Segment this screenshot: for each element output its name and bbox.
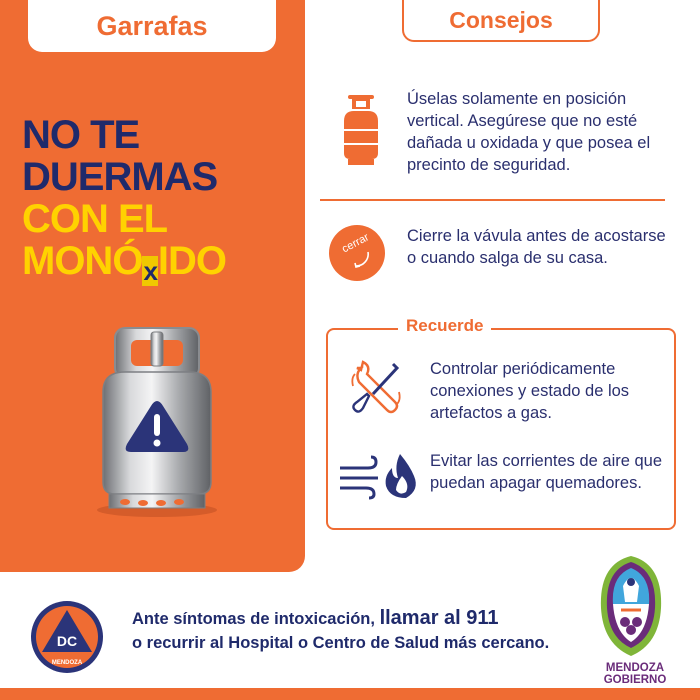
wrench-screwdriver-icon bbox=[349, 358, 403, 418]
gas-cylinder-icon bbox=[340, 95, 382, 165]
valve-knob-label: cerrar bbox=[340, 231, 372, 256]
headline-line-2: DUERMAS bbox=[22, 155, 218, 199]
wind-flame-icon bbox=[338, 452, 420, 500]
tab-consejos bbox=[402, 0, 600, 42]
recuerde-title: Recuerde bbox=[398, 316, 491, 336]
headline-line-1: NO TE bbox=[22, 113, 140, 157]
tab-consejos-label: Consejos bbox=[449, 6, 553, 33]
footer-call-911: llamar al 911 bbox=[379, 607, 499, 629]
dc-caption: MENDOZA bbox=[51, 660, 83, 666]
tab-garrafas bbox=[28, 0, 276, 52]
valve-knob-icon bbox=[326, 222, 388, 284]
footer-line-2: o recurrir al Hospital o Centro de Salud más cercano. bbox=[132, 634, 550, 652]
headline bbox=[22, 114, 226, 286]
headline-line-4 bbox=[22, 240, 226, 286]
mendoza-gobierno-text bbox=[590, 662, 680, 686]
tab-garrafas-label: Garrafas bbox=[96, 10, 208, 41]
section-divider bbox=[320, 199, 665, 201]
footer-message bbox=[132, 606, 549, 655]
gov-logo-line-1: MENDOZA bbox=[605, 662, 665, 674]
footer-line-1 bbox=[132, 606, 549, 631]
gas-cylinder-warning-icon bbox=[95, 322, 220, 517]
headline-x-mark: x bbox=[143, 256, 157, 286]
tip-vertical-position: Úselas solamente en posición vertical. Asegúrese que no esté dañada u oxidada y que posea el precinto de seguridad. bbox=[407, 90, 651, 174]
recuerde-item-connections: Controlar periódicamente conexiones y estado de los artefactos a gas. bbox=[430, 360, 630, 422]
defensa-civil-logo bbox=[30, 600, 104, 674]
dc-initials: DC bbox=[56, 633, 78, 649]
footer-line-1-a: Ante síntomas de intoxicación, bbox=[132, 610, 380, 628]
headline-ido: IDO bbox=[157, 239, 227, 283]
headline-mono: MONÓ bbox=[22, 239, 143, 283]
mendoza-gobierno-logo bbox=[597, 552, 665, 658]
headline-line-3: CON EL bbox=[22, 197, 168, 241]
bottom-bar bbox=[0, 688, 700, 700]
recuerde-item-drafts: Evitar las corrientes de aire que puedan apagar quemadores. bbox=[430, 452, 663, 492]
gov-logo-line-2: GOBIERNO bbox=[603, 674, 667, 686]
tip-close-valve: Cierre la vávula antes de acostarse o cuando salga de su casa. bbox=[407, 227, 666, 267]
